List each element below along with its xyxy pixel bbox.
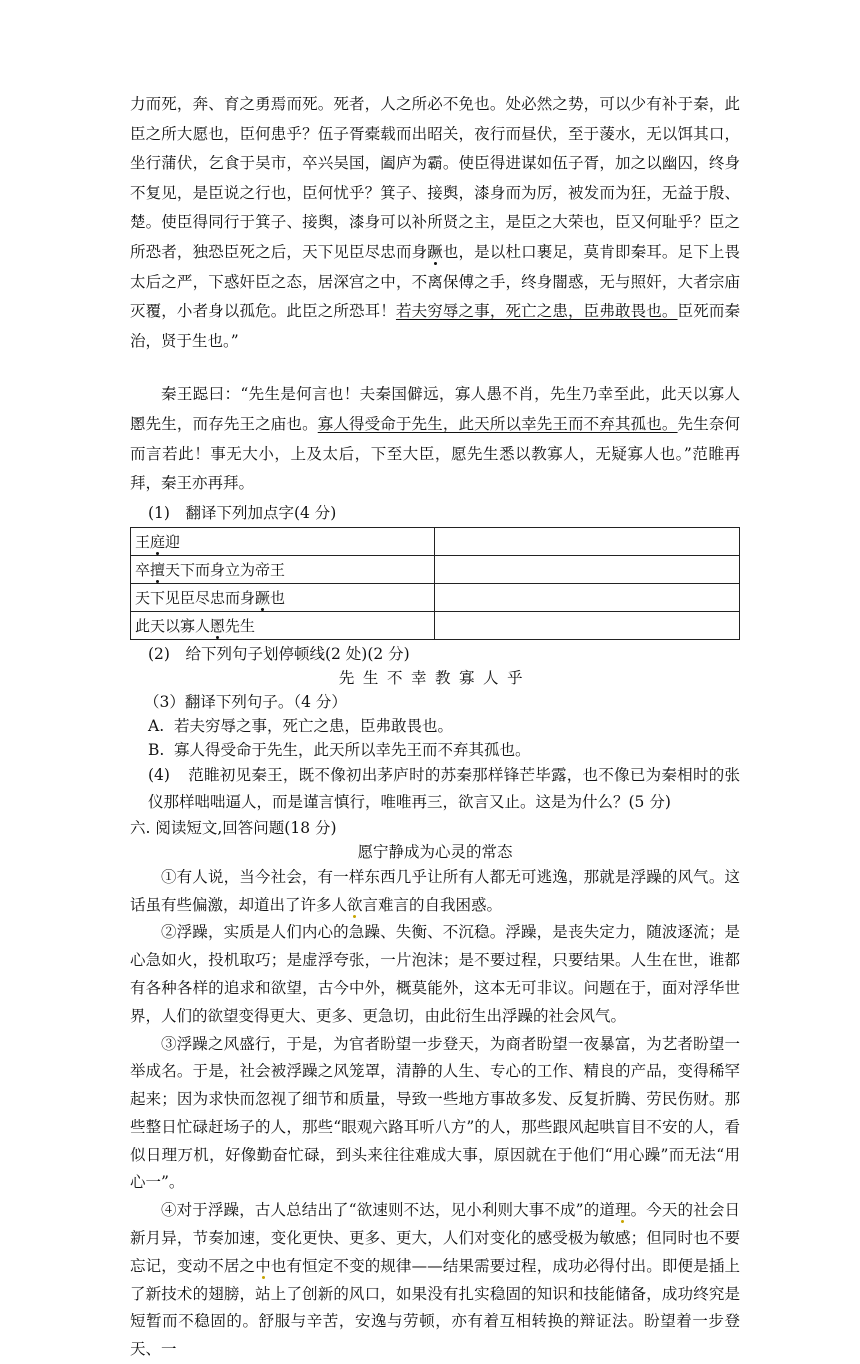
question-3-item-b: B. 寡人得受命于先生，此天所以幸先王而不弃其孤也。 [148,740,531,759]
question-2-label: (2) 给下列句子划停顿线(2 处)(2 分) [148,644,410,663]
table-row: 此天以寡人慁先生 [131,611,740,639]
underlined-sentence-b: 寡人得受命于先生，此天所以幸先王而不弃其孤也。 [317,414,678,433]
underlined-sentence-a: 若夫穷辱之事，死亡之患，臣弗敢畏也。 [395,302,678,321]
article-paragraph-3: ③浮躁之风盛行，于是，为官者盼望一步登天，为商者盼望一夜暴富，为艺者盼望一举成名。于是，社会被浮躁之风笼罩，清静的人生、专心的工作、精良的产品，变得稀罕起来；因为求快而忽视了细节和质量，导致一些地方事故多发、反复折腾、劳民伤财。那些整日忙碌赶场子的人，那些“眼观六路耳听八方”的人，那些跟风起哄盲目不安的人，看似日理万机，好像勤奋忙碌，到头来往往难成大事，原因就在于他们“用心躁”而无法“用心一”。 [130,1034,740,1192]
article-paragraph-2: ②浮躁，实质是人们内心的急躁、失衡、不沉稳。浮躁，是丧失定力，随波逐流；是心急如火，投机取巧；是虚浮夸张，一片泡沫；是不要过程，只要结果。人生在世，谁都有各种各样的追求和欲望，古今中外，概莫能外，这本无可非议。问题在于，面对浮华世界，人们的欲望变得更大、更多、更急切，由此衍生出浮躁的社会风气。 [130,923,740,1025]
article-paragraph-1: ①有人说，当今社会，有一样东西几乎让所有人都无可逃逸，那就是浮躁的风气。这话虽有些偏激，却道出了许多人欲言难言的自我困惑。 [130,867,740,914]
question-2-sentence: 先生不幸教寡人乎 [338,668,532,687]
passage-paragraph-2: 秦王跽曰：“先生是何言也！夫秦国僻远，寡人愚不肖，先生乃幸至此，此天以寡人慁先生，而存先王之庙也。寡人得受命于先生，此天所以幸先王而不弃其孤也。先生奈何而言若此！事无大小，上及太后，下至大臣，愿先生悉以教寡人，无疑寡人也。”范睢再拜，秦王亦再拜。 [130,385,740,493]
answer-cell[interactable] [435,555,740,583]
article-title: 愿宁静成为心灵的常态 [357,842,513,861]
table-row: 王庭迎 [131,527,740,555]
section-6-heading: 六. 阅读短文,回答问题(18 分) [130,818,337,837]
question-3-item-a: A. 若夫穷辱之事，死亡之患，臣弗敢畏也。 [148,716,454,735]
passage-paragraph-1: 力而死，奔、育之勇焉而死。死者，人之所必不免也。处必然之势，可以少有补于秦，此臣之所大愿也，臣何患乎？伍子胥橐载而出昭关，夜行而昼伏，至于蔆水，无以饵其口，坐行蒲伏，乞食于吴市，卒兴吴国，阖庐为霸。使臣得进谋如伍子胥，加之以幽囚，终身不复见，是臣说之行也，臣何忧乎？箕子、接舆，漆身而为厉，被发而为狂，无益于殷、楚。使臣得同行于箕子、接舆，漆身可以补所贤之主，是臣之大荣也，臣又何耻乎？臣之所恐者，独恐臣死之后，天下见臣尽忠而身蹶也，是以杜口裹足，莫肯即秦耳。足下上畏太后之严，下惑奸臣之态，居深宫之中，不离保傅之手，终身闇惑，无与照奸，大者宗庙灭覆，小者身以孤危。此臣之所恐耳！若夫穷辱之事，死亡之患，臣弗敢畏也。臣死而秦治，贤于生也。” [130,95,740,350]
table-row: 天下见臣尽忠而身蹶也 [131,583,740,611]
answer-cell[interactable] [435,527,740,555]
translation-table [130,527,740,640]
question-3-label: （3）翻译下列句子。（4 分） [144,692,347,711]
question-4: (4) 范睢初见秦王，既不像初出茅庐时的苏秦那样锋芒毕露，也不像已为秦相时的张仪那样咄咄逼人，而是谨言慎行，唯唯再三，欲言又止。这是为什么？(5 分) [148,765,740,811]
article-paragraph-4: ④对于浮躁，古人总结出了“欲速则不达，见小利则大事不成”的道理。今天的社会日新月异，节奏加速，变化更快、更多、更大，人们对变化的感受极为敏感；但同时也不要忘记，变动不居之中也有恒定不变的规律——结果需要过程，成功必得付出。即便是插上了新技术的翅膀，站上了创新的风口，如果没有扎实稳固的知识和技能储备，成功终究是短暂而不稳固的。舒服与辛苦，安逸与劳顿，亦有着互相转换的辩证法。盼望着一步登天、一 [130,1201,740,1359]
question-1-label: (1) 翻译下列加点字(4 分) [148,503,337,522]
document-page [130,90,740,1364]
answer-cell[interactable] [435,583,740,611]
answer-cell[interactable] [435,611,740,639]
table-row: 卒擅天下而身立为帝王 [131,555,740,583]
